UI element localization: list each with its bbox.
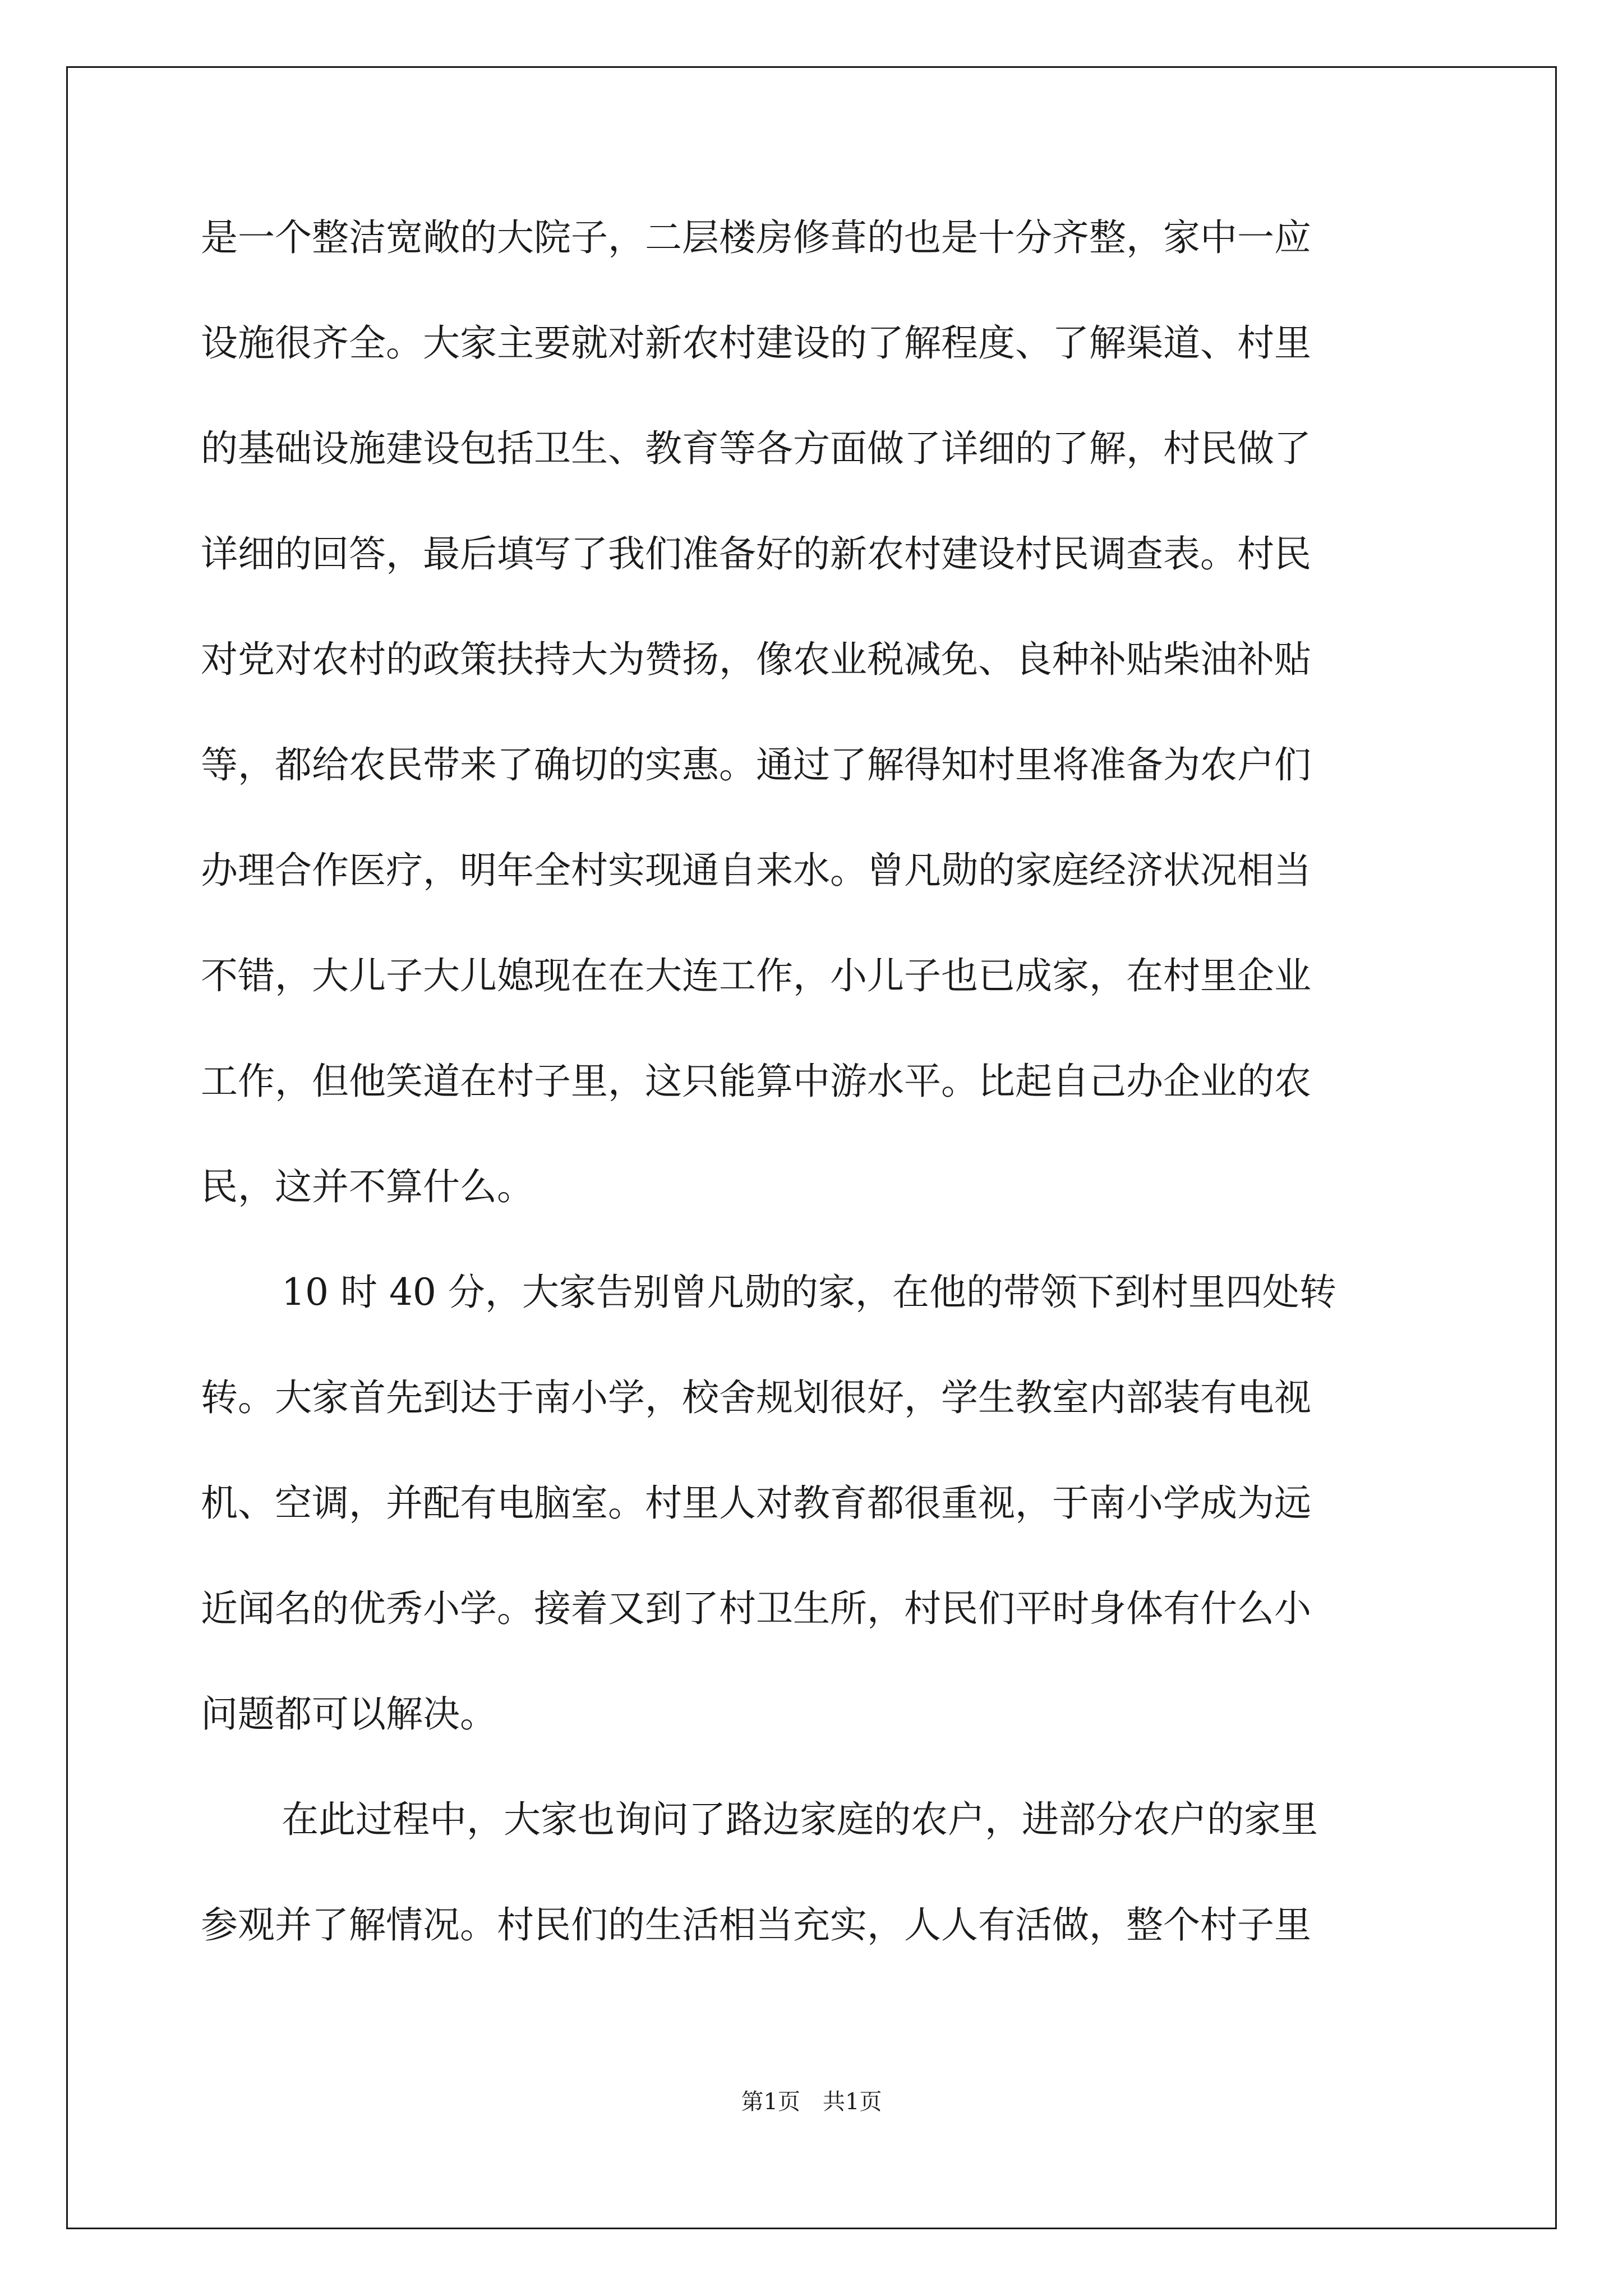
text-line: 民，这并不算什么。 [201, 1165, 534, 1208]
page-total: 共1页 [823, 2089, 882, 2115]
text-line: 的基础设施建设包括卫生、教育等各方面做了详细的了解，村民做了 [201, 427, 1311, 470]
text-line: 转。大家首先到达于南小学，校舍规划很好，学生教室内部装有电视 [201, 1376, 1311, 1419]
text-line: 不错，大儿子大儿媳现在在大连工作，小儿子也已成家，在村里企业 [201, 954, 1311, 997]
text-line: 是一个整洁宽敞的大院子，二层楼房修葺的也是十分齐整，家中一应 [201, 216, 1311, 259]
text-line: 近闻名的优秀小学。接着又到了村卫生所，村民们平时身体有什么小 [201, 1587, 1311, 1630]
text-line: 工作，但他笑道在村子里，这只能算中游水平。比起自己办企业的农 [201, 1060, 1311, 1103]
text-line: 在此过程中，大家也询问了路边家庭的农户，进部分农户的家里 [282, 1798, 1318, 1841]
text-line: 10 时 40 分，大家告别曾凡勋的家，在他的带领下到村里四处转 [282, 1271, 1336, 1314]
text-line: 详细的回答，最后填写了我们准备好的新农村建设村民调查表。村民 [201, 532, 1311, 576]
text-line: 办理合作医疗，明年全村实现通自来水。曾凡勋的家庭经济状况相当 [201, 849, 1311, 892]
text-line: 问题都可以解决。 [201, 1692, 497, 1736]
text-line: 机、空调，并配有电脑室。村里人对教育都很重视，于南小学成为远 [201, 1481, 1311, 1525]
text-line: 对党对农村的政策扶持大为赞扬，像农业税减免、良种补贴柴油补贴 [201, 638, 1311, 681]
page-footer [0, 2084, 1623, 2116]
text-line: 参观并了解情况。村民们的生活相当充实，人人有活做，整个村子里 [201, 1903, 1311, 1947]
page-number: 第1页 [741, 2089, 800, 2115]
text-line: 等，都给农民带来了确切的实惠。通过了解得知村里将准备为农户们 [201, 743, 1311, 786]
text-line: 设施很齐全。大家主要就对新农村建设的了解程度、了解渠道、村里 [201, 321, 1311, 365]
